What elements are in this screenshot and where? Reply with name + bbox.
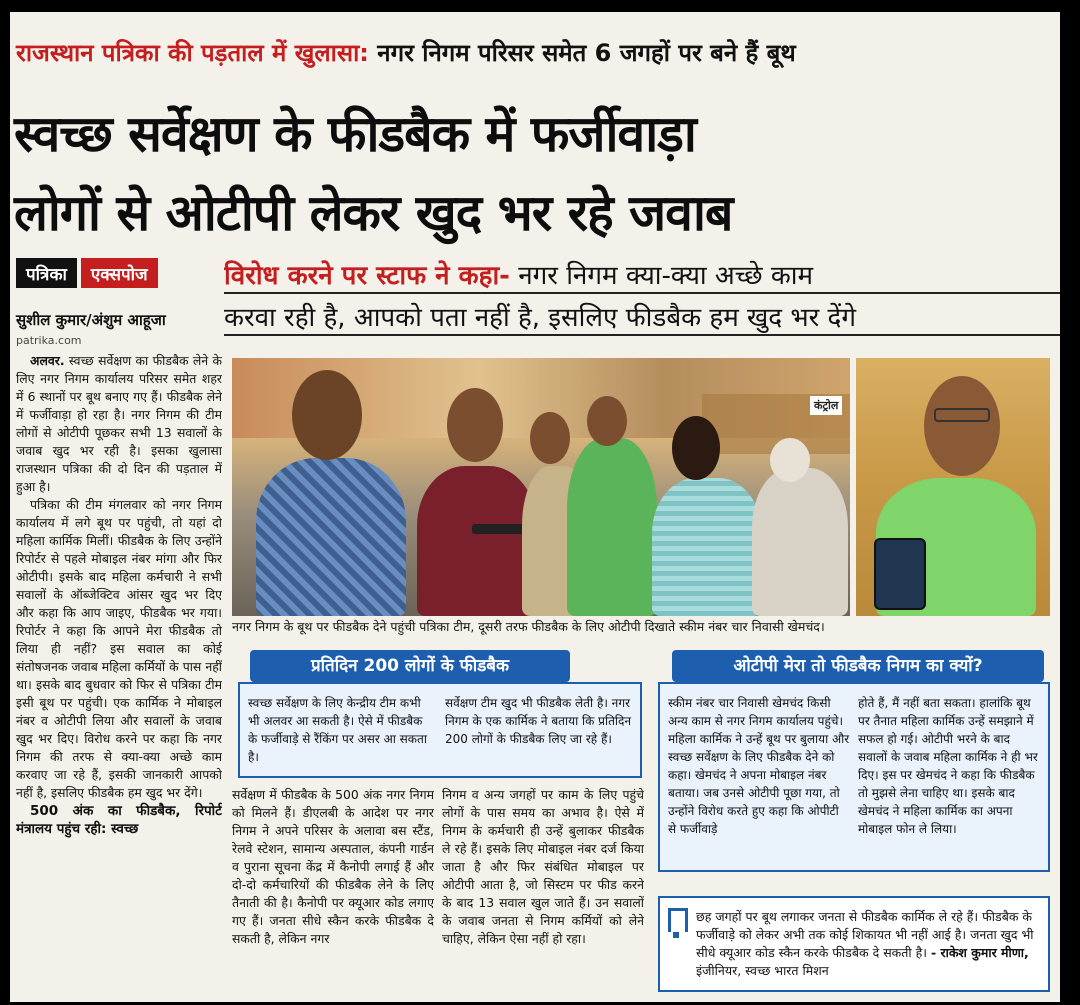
kicker-red: राजस्थान पत्रिका की पड़ताल में खुलासा: [16, 39, 360, 67]
box-title-200-feedback: प्रतिदिन 200 लोगों के फीडबैक: [250, 650, 570, 682]
photo-khemchand: [856, 358, 1050, 616]
subhead-line-1-rest: नगर निगम क्या-क्या अच्छे काम: [509, 261, 814, 291]
subhead-line-2: करवा रही है, आपको पता नहीं है, इसलिए फीडबैक हम खुद भर देंगे: [224, 298, 1060, 336]
box1-column-2: सर्वेक्षण टीम खुद भी फीडबैक लेती है। नगर निगम के एक कार्मिक ने बताया कि प्रतिदिन 200 लोगों के फीडबैक लिए जा रहे हैं।: [445, 696, 632, 746]
box1-column-1: स्वच्छ सर्वेक्षण के लिए केन्द्रीय टीम कभी भी अलवर आ सकती है। ऐसे में फीडबैक के फर्जीवाड़े से रैंकिंग पर असर आ सकता है।: [248, 696, 427, 764]
box2-column-1: स्कीम नंबर चार निवासी खेमचंद किसी अन्य काम से नगर निगम कार्यालय पहुंचे। महिला कार्मिक ने उन्हें बूथ पर बुलाया और स्वच्छ सर्वेक्षण के लिए फीडबैक देने को कहा। खेमचंद ने अपना मोबाइल नंबर बताया। जब उनसे ओटीपी पूछा गया, तो उन्होंने विरोध करते हुए कहा कि ओपीटी से फर्जीवाड़े: [668, 696, 850, 836]
kicker-black: नगर निगम परिसर समेत 6 जगहों पर बने हैं बूथ: [377, 39, 796, 67]
site-link: patrika.com: [16, 334, 82, 347]
headline-line-2: लोगों से ओटीपी लेकर खुद भर रहे जवाब: [14, 183, 733, 242]
quote-role: इंजीनियर, स्वच्छ भारत मिशन: [696, 963, 829, 978]
photo-caption: नगर निगम के बूथ पर फीडबैक देने पहुंची पत्रिका टीम, दूसरी तरफ फीडबैक के लिए ओटीपी दिखाते स्कीम नंबर चार निवासी खेमचंद।: [232, 619, 825, 634]
headline-line-1: स्वच्छ सर्वेक्षण के फीडबैक में फर्जीवाड़ा: [14, 104, 696, 163]
paragraph-1: [16, 352, 222, 496]
subhead-red: विरोध करने पर स्टाफ ने कहा-: [224, 261, 510, 291]
badge-expose: एक्सपोज: [81, 258, 158, 288]
kicker-separator: :: [359, 39, 378, 67]
paragraph-2: पत्रिका की टीम मंगलवार को नगर निगम कार्यालय में लगे बूथ पर पहुंची, तो यहां दो महिला कार्मिक मिलीं। फीडबैक के लिए उन्होंने रिपोर्टर से पहले मोबाइल नंबर मांगा और फिर ओटीपी। इसके बाद महिला कर्मचारी ने सभी सवालों के ऑब्जेक्टिव आंसर खुद भर दिए और कहा कि आप जाइए, फीडबैक भर गया। रिपोर्टर ने कहा कि आपने मेरा फीडबैक तो लिया ही नहीं? इस सवाल का कोई संतोषजनक जवाब महिला कर्मियों के पास नहीं था। इसके बाद बुधवार को फिर से पत्रिका टीम इसी बूथ पर पहुंची। एक कार्मिक ने मोबाइल नंबर व ओटीपी लिया और सवालों के जवाब खुद भर दिए। विरोध करने पर कहा कि नगर निगम की तरफ से क्या-क्या अच्छे काम करवाए जा रहे हैं, इसकी जानकारी आपको नहीं है, इसलिए फीडबैक हम खुद भर देंगे।: [16, 497, 222, 800]
photo-booth-scene: [232, 358, 850, 616]
dateline: अलवर.: [30, 353, 65, 368]
article-column-3: निगम व अन्य जगहों पर काम के लिए पहुंचे लोगों के पास समय का अभाव है। ऐसे में निगम के कर्मचारी ही उन्हें बुलाकर फीडबैक ले रहे हैं। इसके लिए मोबाइल नंबर दर्ज किया जाता है और फिर संबंधित मोबाइल पर ओटीपी आता है, जो सिस्टम पर फीड करने के बाद 13 सवाल खुल जाते हैं। उन सवालों के जवाब जनता से निगम कर्मियों को लेने चाहिए, लेकिन ऐसा नहीं हो रहा।: [442, 787, 644, 946]
badge-patrika: पत्रिका: [16, 258, 77, 288]
box-title-otp: ओटीपी मेरा तो फीडबैक निगम का क्यों?: [672, 650, 1044, 682]
box-otp-question: [658, 682, 1050, 872]
quote-mark-icon: [668, 908, 688, 932]
article-column-2: सर्वेक्षण में फीडबैक के 500 अंक नगर निगम को मिलने हैं। डीएलबी के आदेश पर नगर निगम ने अपने परिसर के अलावा बस स्टैंड, रेलवे स्टेशन, सामान्य अस्पताल, कंपनी गार्डन व पुराना सूचना केंद्र में कैनोपी लगाई हैं और दो-दो कर्मचारियों की फीडबैक लेने के लिए तैनाती की है। कैनोपी पर क्यूआर कोड लगाए गए हैं। जनता सीधे स्कैन करके फीडबैक दे सकती है, लेकिन नगर: [232, 787, 434, 946]
expose-badge: [16, 258, 158, 288]
box-200-feedback: [238, 682, 642, 778]
quote-text: छह जगहों पर बूथ लगाकर जनता से फीडबैक कार्मिक ले रहे हैं। फीडबैक के फर्जीवाड़े को लेकर अभी तक कोई शिकायत भी नहीं आई है। जनता खुद भी सीधे क्यूआर कोड स्कैन करके फीडबैक दे सकती है।: [696, 909, 1034, 960]
byline: सुशील कुमार/अंशुम आहूजा: [16, 311, 166, 329]
newspaper-page: [10, 12, 1060, 1002]
quote-attribution: - राकेश कुमार मीणा,: [930, 945, 1029, 960]
article-column-1: [16, 352, 222, 997]
kicker-line: [16, 36, 796, 69]
control-room-sign: कंट्रोल: [810, 396, 842, 415]
box2-column-2: होते हैं, मैं नहीं बता सकता। हालांकि बूथ पर तैनात महिला कार्मिक उन्हें समझाने में सफल हो गई। ओटीपी भरने के बाद सवालों के जवाब महिला कार्मिक ने ही भर दिए। इस पर खेमचंद ने कहा कि फीडबैक तो मुझसे लेना चाहिए था। इसके बाद खेमचंद ने महिला कार्मिक का अपना मोबाइल फोन ले लिया।: [858, 696, 1038, 836]
subheading-500-points: 500 अंक का फीडबैक, रिपोर्ट मंत्रालय पहुंच रही: स्वच्छ: [16, 803, 222, 837]
paragraph-1-text: स्वच्छ सर्वेक्षण का फीडबैक लेने के लिए नगर निगम कार्यालय परिसर समेत शहर में 6 स्थानों पर बूथ बनाए गए हैं। फीडबैक लेने में फर्जीवाड़ा हो रहा है। नगर निगम की टीम लोगों से ओटीपी पूछकर सभी 13 सवालों के जवाब खुद भर रही है। इसका खुलासा राजस्थान पत्रिका की दो दिन की पड़ताल में हुआ है।: [16, 353, 222, 494]
official-quote: [658, 896, 1050, 992]
subhead-line-1: [224, 256, 1060, 294]
